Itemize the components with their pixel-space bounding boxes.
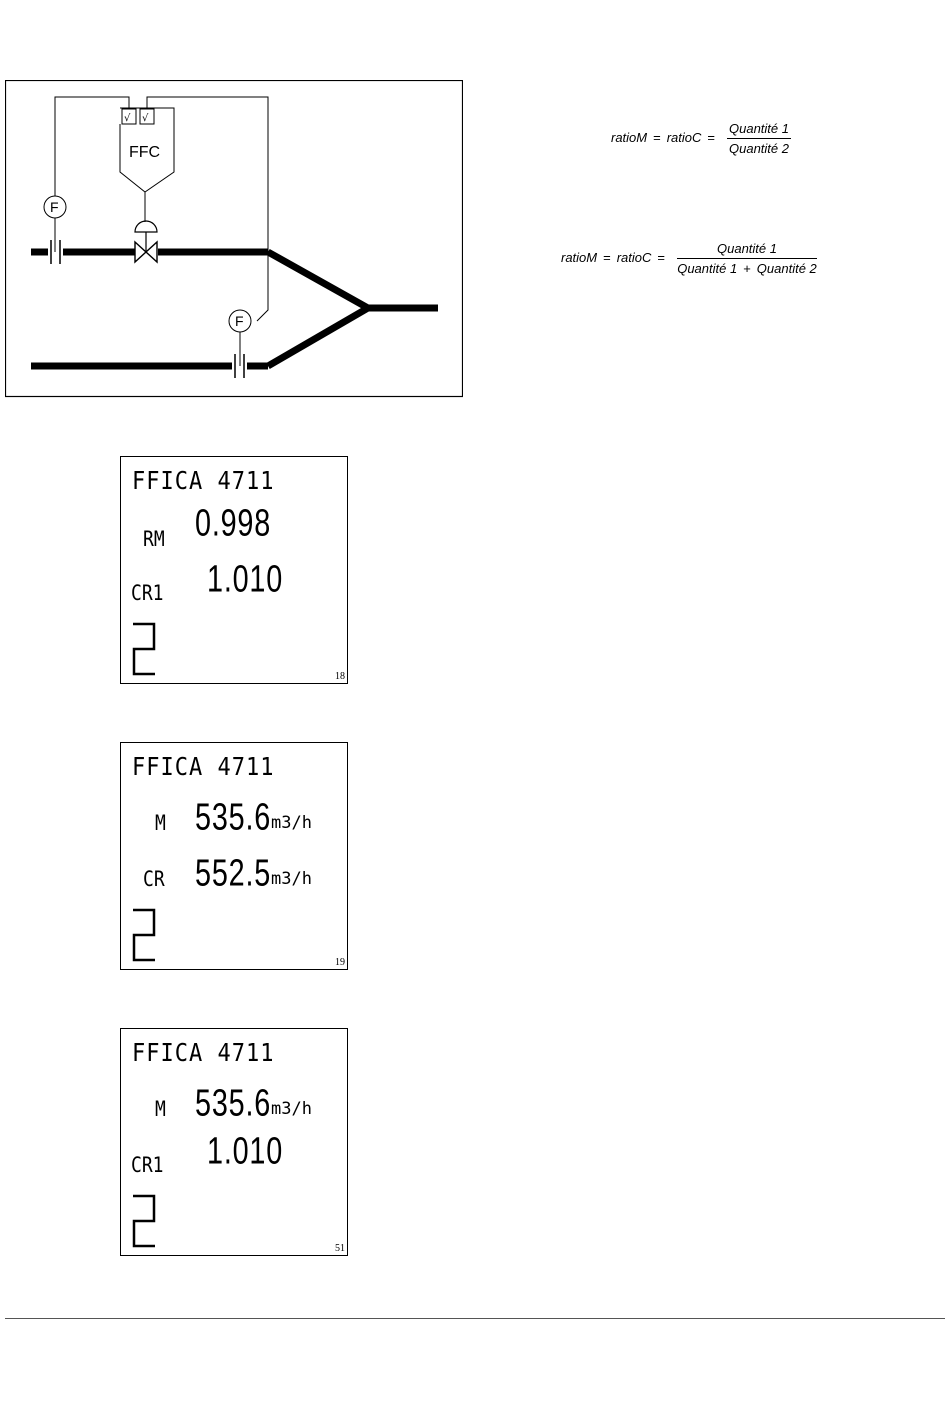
sqrt-symbol-1: √ bbox=[124, 113, 131, 124]
lcd-3-row1-value: 535.6 bbox=[195, 1081, 272, 1125]
lcd-display-2 bbox=[120, 742, 348, 970]
formula-2-fraction bbox=[677, 241, 817, 276]
formula-1-eq: = bbox=[653, 129, 661, 145]
signal-line-flow1 bbox=[55, 97, 129, 196]
lcd-2-title: FFICA 4711 bbox=[132, 753, 275, 782]
formula-1-denominator: Quantité 2 bbox=[729, 141, 789, 156]
lcd-display-3 bbox=[120, 1028, 348, 1256]
lcd-2-page-number: 19 bbox=[335, 957, 345, 968]
lcd-2-row1-unit: m3/h bbox=[271, 813, 312, 833]
formula-2-eq: = bbox=[603, 249, 611, 265]
lcd-2-row1-label: M bbox=[155, 811, 166, 837]
lcd-2-row2-unit: m3/h bbox=[271, 869, 312, 889]
formula-2-denominator-b: Quantité 2 bbox=[756, 261, 817, 276]
ratio-control-diagram bbox=[5, 80, 463, 398]
formula-1-lhs: ratioM bbox=[611, 129, 648, 145]
lcd-3-row2-label: CR1 bbox=[131, 1153, 164, 1179]
formula-2-plus: + bbox=[743, 261, 751, 276]
ffc-label: FFC bbox=[129, 144, 161, 161]
diagram-frame bbox=[6, 81, 463, 397]
ratio-formula-1 bbox=[611, 121, 791, 156]
lcd-1-row1-label: RM bbox=[143, 527, 165, 553]
lcd-2-row2-label: CR bbox=[143, 867, 165, 893]
formula-2-eq2: = bbox=[657, 249, 665, 265]
formula-1-eq2: = bbox=[707, 129, 715, 145]
formula-1-mid: ratioC bbox=[666, 129, 702, 145]
valve-actuator bbox=[135, 221, 157, 232]
ratio-formula-2 bbox=[561, 241, 817, 276]
lcd-1-mode-digit bbox=[131, 621, 157, 677]
lcd-1-title: FFICA 4711 bbox=[132, 467, 275, 496]
lcd-3-title: FFICA 4711 bbox=[132, 1039, 275, 1068]
formula-2-numerator: Quantité 1 bbox=[677, 241, 817, 259]
flow-transmitter-2-label: F bbox=[235, 313, 244, 329]
lcd-3-row1-unit: m3/h bbox=[271, 1099, 312, 1119]
formula-2-mid: ratioC bbox=[616, 249, 652, 265]
formula-2-denominator bbox=[677, 259, 817, 276]
footer-rule bbox=[5, 1318, 945, 1319]
lcd-2-mode-digit bbox=[131, 907, 157, 963]
formula-2-denominator-a: Quantité 1 bbox=[677, 261, 738, 276]
formula-1-fraction bbox=[727, 121, 791, 156]
lcd-3-page-number: 51 bbox=[335, 1243, 345, 1254]
formula-2-lhs: ratioM bbox=[561, 249, 598, 265]
lcd-2-row1-value: 535.6 bbox=[195, 795, 272, 839]
flow-transmitter-1-label: F bbox=[50, 199, 59, 215]
lcd-3-row2-value: 1.010 bbox=[207, 1129, 284, 1173]
lcd-1-row2-label: CR1 bbox=[131, 581, 164, 607]
lcd-3-row1-label: M bbox=[155, 1097, 166, 1123]
signal-line-flow2 bbox=[147, 97, 268, 321]
lcd-1-row1-value: 0.998 bbox=[195, 501, 272, 545]
formula-1-numerator: Quantité 1 bbox=[727, 121, 791, 139]
merge-branch-2 bbox=[268, 308, 368, 366]
lcd-1-page-number: 18 bbox=[335, 671, 345, 682]
merge-branch-1 bbox=[268, 252, 438, 308]
lcd-3-mode-digit bbox=[131, 1193, 157, 1249]
lcd-2-row2-value: 552.5 bbox=[195, 851, 272, 895]
lcd-1-row2-value: 1.010 bbox=[207, 557, 284, 601]
sqrt-symbol-2: √ bbox=[142, 113, 149, 124]
lcd-display-1 bbox=[120, 456, 348, 684]
